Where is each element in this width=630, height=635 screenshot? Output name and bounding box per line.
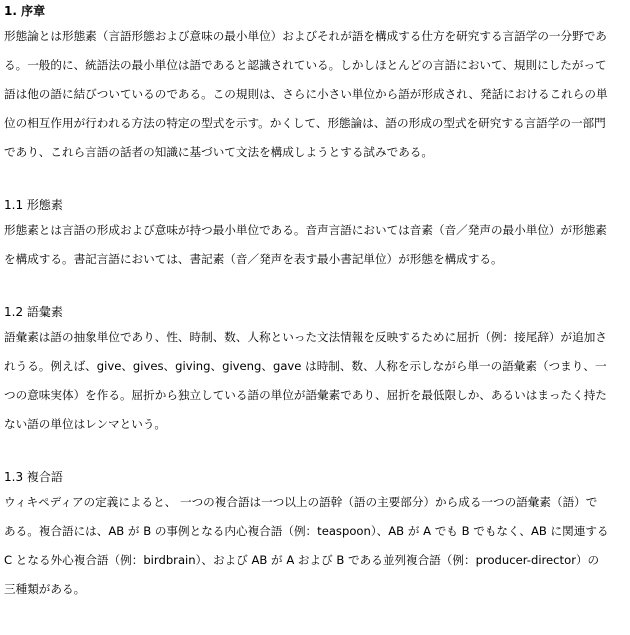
- section-spacer: [4, 167, 626, 197]
- paragraph-line: 語彙素は語の抽象単位であり、性、時制、数、人称といった文法情報を反映するために屈折（例：接尾辞）が追加さ: [4, 330, 607, 344]
- paragraph-line: つの意味実体）を作る。屈折から独立している語の単位が語彙素であり、屈折を最低限しか、あるいはまったく持た: [4, 388, 607, 402]
- section-spacer: [4, 439, 626, 469]
- section-compound: [4, 469, 626, 604]
- paragraph-line: 形態論とは形態素（言語形態および意味の最小単位）およびそれが語を構成する仕方を研究する言語学の一分野であ: [4, 29, 607, 43]
- paragraph-line: れうる。例えば、give、gives、giving、giveng、gave は時制、数、人称を示しながら単一の語彙素（つまり、一: [4, 359, 607, 373]
- paragraph-line: 語は他の語に結びついているのである。この規則は、さらに小さい単位から語が形成され、発話におけるこれらの単: [4, 87, 608, 101]
- section-heading: 1.1 形態素: [4, 198, 63, 212]
- paragraph-line: ない語の単位はレンマという。: [4, 417, 167, 431]
- paragraph-line: る。一般的に、統語法の最小単位は語であると認識されている。しかしほとんどの言語において、規則にしたがって: [4, 58, 607, 72]
- paragraph-line: であり、これら言語の話者の知識に基づいて文法を構成しようとする試みである。: [4, 145, 433, 159]
- paragraph-line: C となる外心複合語（例：birdbrain）、および AB が A および B である並列複合語（例：producer-director）の: [4, 553, 600, 567]
- section-lexeme: [4, 304, 626, 439]
- section-heading: 1.2 語彙素: [4, 305, 63, 319]
- section-spacer: [4, 274, 626, 304]
- section-heading: 1. 序章: [4, 4, 46, 18]
- section-heading: 1.3 複合語: [4, 470, 63, 484]
- paragraph-line: 位の相互作用が行われる方法の特定の型式を示す。かくして、形態論は、語の形成の型式を研究する言語学の一部門: [4, 116, 606, 130]
- section-paragraph: [4, 323, 626, 439]
- paragraph-line: を構成する。書記言語においては、書記素（音／発声を表す最小書記単位）が形態を構成する。: [4, 252, 503, 266]
- section-paragraph: [4, 488, 626, 604]
- paragraph-line: 三種類がある。: [4, 582, 86, 596]
- paragraph-line: 形態素とは言語の形成および意味が持つ最小単位である。音声言語においては音素（音／発声の最小単位）が形態素: [4, 223, 607, 237]
- paragraph-line: ウィキペディアの定義によると、 一つの複合語は一つ以上の語幹（語の主要部分）から成る一つの語彙素（語）で: [4, 495, 598, 509]
- section-introduction: [4, 3, 626, 167]
- section-morpheme: [4, 197, 626, 274]
- paragraph-line: ある。複合語には、AB が B の事例となる内心複合語（例：teaspoon）、AB が A でも B でもなく、AB に関連する: [4, 524, 609, 538]
- section-paragraph: [4, 216, 626, 274]
- section-paragraph: [4, 22, 626, 167]
